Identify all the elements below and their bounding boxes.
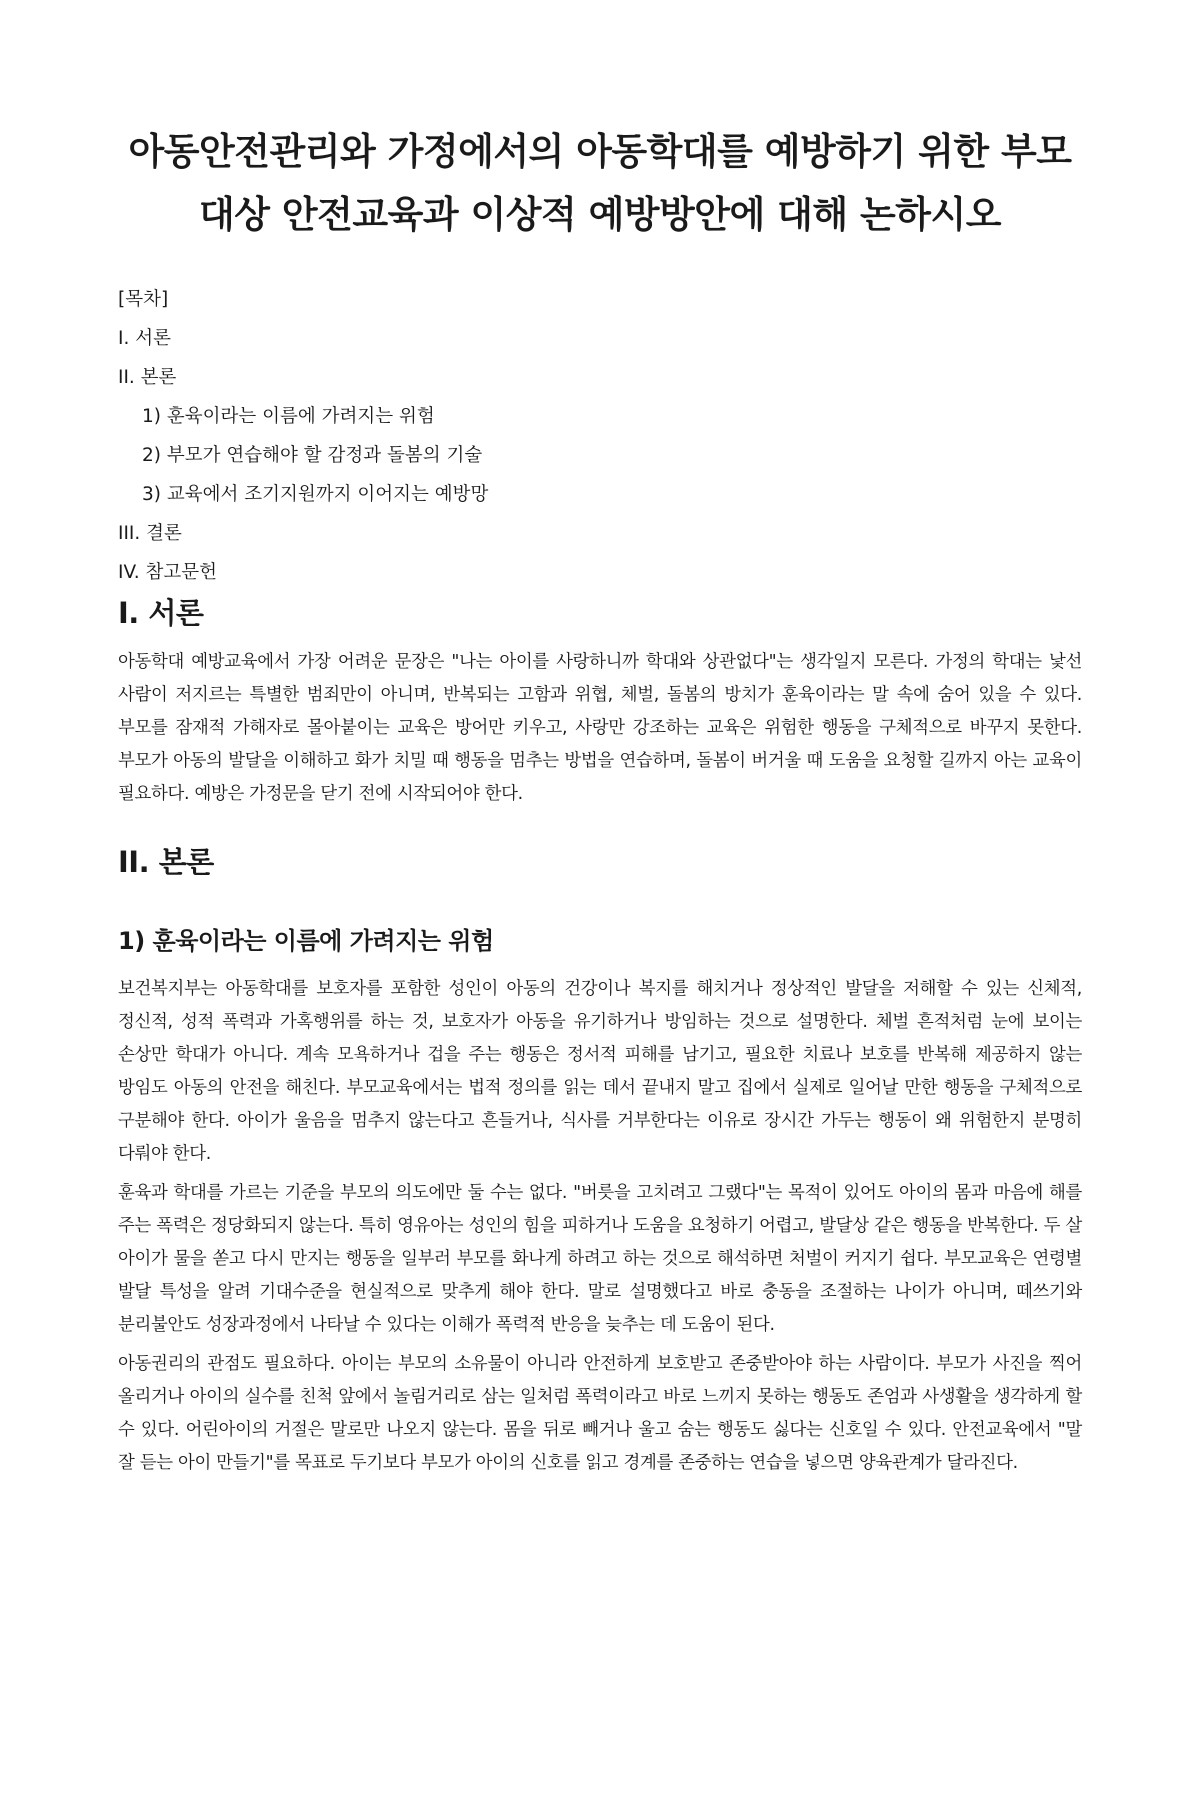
- document-page: [0, 120, 1200, 1816]
- toc-item-body-1: 1) 훈육이라는 이름에 가려지는 위험: [142, 406, 435, 427]
- table-of-contents: [118, 280, 1082, 592]
- body-paragraph: 아동권리의 관점도 필요하다. 아이는 부모의 소유물이 아니라 안전하게 보호받고 존중받아야 하는 사람이다. 부모가 사진을 찍어 올리거나 아이의 실수를 친척 앞에서 놀림거리로 삼는 일처럼 폭력이라고 바로 느끼지 못하는 행동도 존엄과 사생활을 생각하게 할 수 있다. 어린아이의 거절은 말로만 나오지 않는다. 몸을 뒤로 빼거나 울고 숨는 행동도 싫다는 신호일 수 있다. 안전교육에서 "말 잘 듣는 아이 만들기"를 목표로 두기보다 부모가 아이의 신호를 읽고 경계를 존중하는 연습을 넣으면 양육관계가 달라진다.: [118, 1354, 1082, 1473]
- subsection-heading-1: 1) 훈육이라는 이름에 가려지는 위험: [118, 927, 494, 955]
- section-heading-body: II. 본론: [118, 845, 214, 879]
- toc-item-body: II. 본론: [118, 367, 177, 388]
- toc-item-body-2: 2) 부모가 연습해야 할 감정과 돌봄의 기술: [142, 445, 483, 466]
- toc-heading: [목차]: [118, 289, 169, 310]
- body-paragraph: 보건복지부는 아동학대를 보호자를 포함한 성인이 아동의 건강이나 복지를 해치거나 정상적인 발달을 저해할 수 있는 신체적, 정신적, 성적 폭력과 가혹행위를 하는 것, 보호자가 아동을 유기하거나 방임하는 것으로 설명한다. 체벌 흔적처럼 눈에 보이는 손상만 학대가 아니다. 계속 모욕하거나 겁을 주는 행동은 정서적 피해를 남기고, 필요한 치료나 보호를 반복해 제공하지 않는 방임도 아동의 안전을 해친다. 부모교육에서는 법적 정의를 읽는 데서 끝내지 말고 집에서 실제로 일어날 만한 행동을 구체적으로 구분해야 한다. 아이가 울음을 멈추지 않는다고 흔들거나, 식사를 거부한다는 이유로 장시간 가두는 행동이 왜 위험한지 분명히 다뤄야 한다.: [118, 979, 1082, 1164]
- toc-item-references: IV. 참고문헌: [118, 562, 217, 583]
- document-title: 아동안전관리와 가정에서의 아동학대를 예방하기 위한 부모대상 안전교육과 이상적 예방방안에 대해 논하시오: [128, 130, 1072, 236]
- toc-item-body-3: 3) 교육에서 조기지원까지 이어지는 예방망: [142, 484, 489, 505]
- toc-item-introduction: I. 서론: [118, 328, 171, 349]
- introduction-paragraph: 아동학대 예방교육에서 가장 어려운 문장은 "나는 아이를 사랑하니까 학대와 상관없다"는 생각일지 모른다. 가정의 학대는 낯선 사람이 저지르는 특별한 범죄만이 아니며, 반복되는 고함과 위협, 체벌, 돌봄의 방치가 훈육이라는 말 속에 숨어 있을 수 있다. 부모를 잠재적 가해자로 몰아붙이는 교육은 방어만 키우고, 사랑만 강조하는 교육은 위험한 행동을 구체적으로 바꾸지 못한다. 부모가 아동의 발달을 이해하고 화가 치밀 때 행동을 멈추는 방법을 연습하며, 돌봄이 버거울 때 도움을 요청할 길까지 아는 교육이 필요하다. 예방은 가정문을 닫기 전에 시작되어야 한다.: [118, 652, 1082, 804]
- toc-item-conclusion: III. 결론: [118, 523, 182, 544]
- body-paragraph: 훈육과 학대를 가르는 기준을 부모의 의도에만 둘 수는 없다. "버릇을 고치려고 그랬다"는 목적이 있어도 아이의 몸과 마음에 해를 주는 폭력은 정당화되지 않는다. 특히 영유아는 성인의 힘을 피하거나 도움을 요청하기 어렵고, 발달상 같은 행동을 반복한다. 두 살 아이가 물을 쏟고 다시 만지는 행동을 일부러 부모를 화나게 하려고 하는 것으로 해석하면 처벌이 커지기 쉽다. 부모교육은 연령별 발달 특성을 알려 기대수준을 현실적으로 맞추게 해야 한다. 말로 설명했다고 바로 충동을 조절하는 나이가 아니며, 떼쓰기와 분리불안도 성장과정에서 나타날 수 있다는 이해가 폭력적 반응을 늦추는 데 도움이 된다.: [118, 1183, 1082, 1335]
- section-heading-introduction: I. 서론: [118, 596, 204, 630]
